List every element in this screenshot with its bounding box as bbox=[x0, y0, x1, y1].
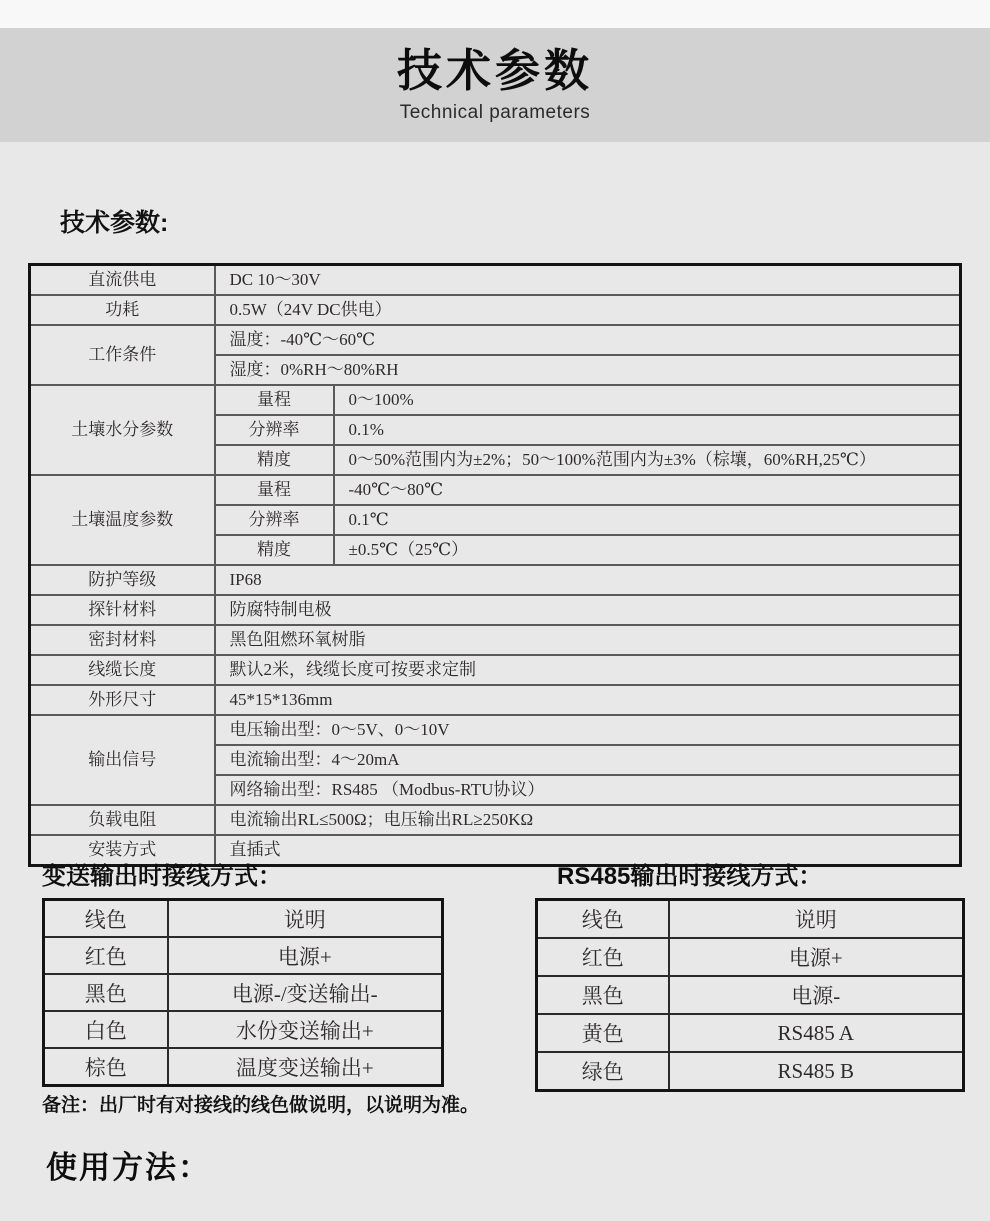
table-row bbox=[537, 976, 964, 1014]
wiring-rs485-title: RS485输出时接线方式： bbox=[557, 863, 823, 890]
spec-label-cell: 外形尺寸 bbox=[30, 685, 215, 715]
spec-subname-cell: 精度 bbox=[215, 445, 334, 475]
wire-color-cell: 红色 bbox=[537, 938, 669, 976]
table-row bbox=[44, 937, 443, 974]
spec-value-cell: 防腐特制电极 bbox=[215, 595, 961, 625]
wire-color-cell: 黄色 bbox=[537, 1014, 669, 1052]
page-title: 技术参数 bbox=[396, 45, 593, 97]
table-row bbox=[30, 565, 961, 595]
wiring-rs485-table bbox=[535, 898, 965, 1092]
wire-color-cell: 棕色 bbox=[44, 1048, 168, 1086]
wire-desc-cell: 电源+ bbox=[168, 937, 443, 974]
spec-label-cell: 工作条件 bbox=[30, 325, 215, 385]
spec-label-cell: 土壤温度参数 bbox=[30, 475, 215, 565]
table-row bbox=[30, 265, 961, 296]
wire-desc-cell: 电源-/变送输出- bbox=[168, 974, 443, 1011]
wire-desc-header: 说明 bbox=[168, 900, 443, 938]
section-heading: 技术参数: bbox=[60, 209, 169, 237]
spec-table bbox=[28, 263, 962, 867]
top-strip bbox=[0, 0, 990, 28]
wire-desc-header: 说明 bbox=[669, 900, 964, 939]
wire-desc-cell: 水份变送输出+ bbox=[168, 1011, 443, 1048]
spec-label-cell: 土壤水分参数 bbox=[30, 385, 215, 475]
spec-label-cell: 负载电阻 bbox=[30, 805, 215, 835]
spec-value-cell: 黑色阻燃环氧树脂 bbox=[215, 625, 961, 655]
spec-value-cell: 0.5W（24V DC供电） bbox=[215, 295, 961, 325]
spec-label-cell: 线缆长度 bbox=[30, 655, 215, 685]
spec-value-cell: 电流输出型：4～20mA bbox=[215, 745, 961, 775]
spec-label-cell: 安装方式 bbox=[30, 835, 215, 866]
wire-color-cell: 红色 bbox=[44, 937, 168, 974]
wire-desc-cell: 温度变送输出+ bbox=[168, 1048, 443, 1086]
table-row bbox=[30, 685, 961, 715]
spec-value-cell: -40℃～80℃ bbox=[334, 475, 961, 505]
table-row bbox=[44, 1048, 443, 1086]
spec-value-cell: 0～50%范围内为±2%；50～100%范围内为±3%（棕壤，60%RH,25℃） bbox=[334, 445, 961, 475]
spec-value-cell: 默认2米，线缆长度可按要求定制 bbox=[215, 655, 961, 685]
spec-value-cell: 电压输出型：0～5V、0～10V bbox=[215, 715, 961, 745]
spec-value-cell: 湿度：0%RH～80%RH bbox=[215, 355, 961, 385]
wire-desc-cell: RS485 B bbox=[669, 1052, 964, 1091]
table-row bbox=[30, 655, 961, 685]
spec-subname-cell: 量程 bbox=[215, 475, 334, 505]
table-row bbox=[537, 1052, 964, 1091]
table-row bbox=[537, 900, 964, 939]
spec-subname-cell: 精度 bbox=[215, 535, 334, 565]
wire-color-cell: 绿色 bbox=[537, 1052, 669, 1091]
table-row bbox=[30, 595, 961, 625]
table-row bbox=[30, 385, 961, 415]
wiring-note: 备注：出厂时有对接线的线色做说明，以说明为准。 bbox=[42, 1095, 480, 1116]
table-row bbox=[44, 1011, 443, 1048]
table-row bbox=[30, 475, 961, 505]
spec-value-cell: 0～100% bbox=[334, 385, 961, 415]
spec-label-cell: 密封材料 bbox=[30, 625, 215, 655]
spec-value-cell: IP68 bbox=[215, 565, 961, 595]
spec-label-cell: 探针材料 bbox=[30, 595, 215, 625]
spec-label-cell: 输出信号 bbox=[30, 715, 215, 805]
table-row bbox=[537, 1014, 964, 1052]
spec-value-cell: DC 10～30V bbox=[215, 265, 961, 296]
table-row bbox=[44, 974, 443, 1011]
spec-value-cell: 45*15*136mm bbox=[215, 685, 961, 715]
header-band bbox=[0, 28, 990, 142]
spec-value-cell: 电流输出RL≤500Ω；电压输出RL≥250KΩ bbox=[215, 805, 961, 835]
spec-label-cell: 防护等级 bbox=[30, 565, 215, 595]
usage-heading: 使用方法： bbox=[46, 1150, 211, 1185]
wire-color-cell: 黑色 bbox=[44, 974, 168, 1011]
wire-desc-cell: 电源+ bbox=[669, 938, 964, 976]
table-row bbox=[537, 938, 964, 976]
table-row bbox=[30, 625, 961, 655]
page-subtitle: Technical parameters bbox=[399, 101, 591, 123]
wire-desc-cell: RS485 A bbox=[669, 1014, 964, 1052]
wiring-transmitter-table bbox=[42, 898, 444, 1087]
wire-color-cell: 黑色 bbox=[537, 976, 669, 1014]
table-row bbox=[30, 325, 961, 355]
spec-value-cell: 0.1% bbox=[334, 415, 961, 445]
spec-value-cell: 0.1℃ bbox=[334, 505, 961, 535]
table-row bbox=[30, 715, 961, 745]
wire-desc-cell: 电源- bbox=[669, 976, 964, 1014]
wire-color-header: 线色 bbox=[44, 900, 168, 938]
wiring-transmitter-title: 变送输出时接线方式： bbox=[42, 863, 282, 890]
spec-value-cell: 温度：-40℃～60℃ bbox=[215, 325, 961, 355]
spec-subname-cell: 分辨率 bbox=[215, 505, 334, 535]
spec-value-cell: ±0.5℃（25℃） bbox=[334, 535, 961, 565]
spec-label-cell: 直流供电 bbox=[30, 265, 215, 296]
spec-subname-cell: 量程 bbox=[215, 385, 334, 415]
table-row bbox=[30, 805, 961, 835]
spec-label-cell: 功耗 bbox=[30, 295, 215, 325]
spec-value-cell: 网络输出型：RS485 （Modbus-RTU协议） bbox=[215, 775, 961, 805]
wire-color-cell: 白色 bbox=[44, 1011, 168, 1048]
table-row bbox=[30, 295, 961, 325]
wire-color-header: 线色 bbox=[537, 900, 669, 939]
spec-value-cell: 直插式 bbox=[215, 835, 961, 866]
table-row bbox=[44, 900, 443, 938]
spec-subname-cell: 分辨率 bbox=[215, 415, 334, 445]
